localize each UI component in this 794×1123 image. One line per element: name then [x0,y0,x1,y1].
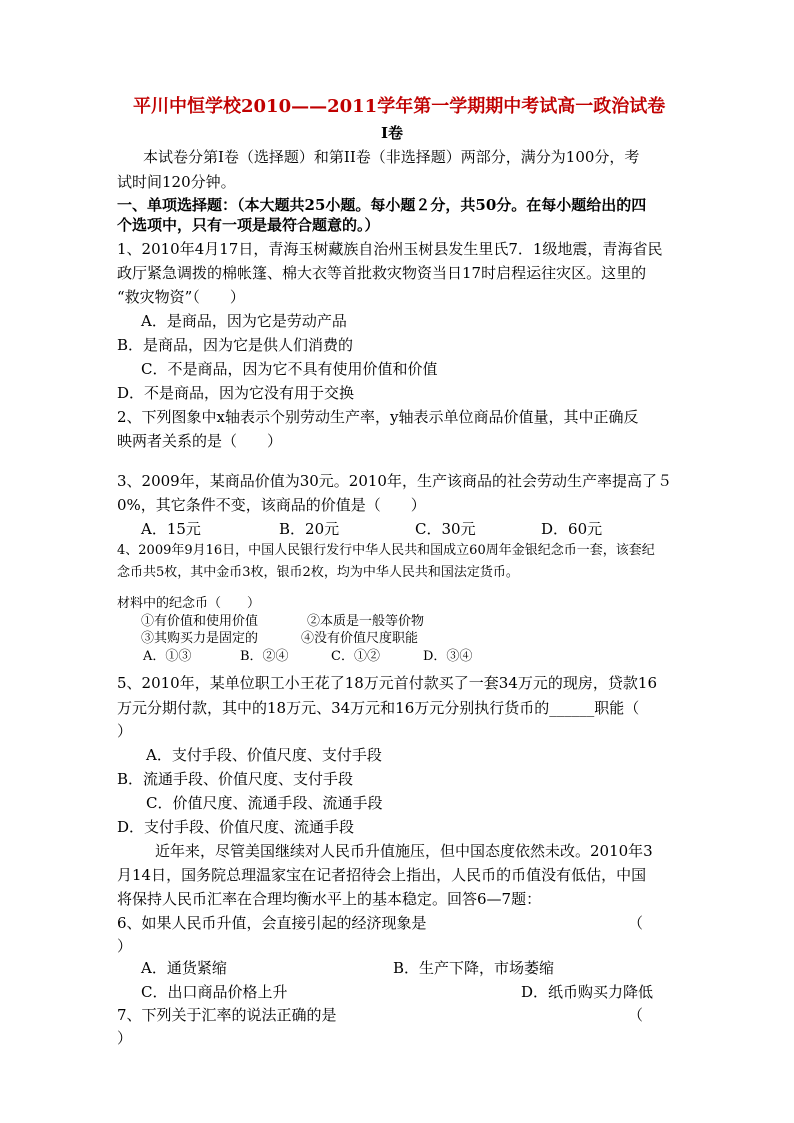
q1-stem-2: 政厅紧急调拨的棉帐篷、棉大衣等首批救灾物资当日17时启程运往灾区。这里的 [117,264,647,282]
q6-option-b: B．生产下降，市场萎缩 [393,959,555,977]
q7-paren-close: ） [117,1029,133,1047]
q6-paren-close: ） [117,937,133,955]
q3-stem-1: 3、2009年，某商品价值为30元。2010年，生产该商品的社会劳动生产率提高了５ [117,472,672,490]
q4-stem-3: 材料中的纪念币（ ） [117,596,261,611]
q4-choice-c: C．①② [331,649,380,664]
material-line-3: 将保持人民币汇率在合理均衡水平上的基本稳定。回答6—7题： [117,890,542,908]
q4-option-2: ②本质是一般等价物 [307,614,425,629]
q1-option-b: B．是商品，因为它是供人们消费的 [117,336,354,354]
q3-option-a: A．15元 [141,520,201,538]
q6-paren-open: （ [628,914,644,932]
q4-choice-d: D．③④ [423,649,473,664]
q4-stem-2: 念币共5枚，其中金币3枚，银币2枚，均为中华人民共和国法定货币。 [117,565,519,580]
q7-paren-open: （ [628,1006,644,1024]
q6-option-d: D．纸币购买力降低 [521,983,654,1001]
q6-stem: 6、如果人民币升值，会直接引起的经济现象是 [117,914,427,932]
part1-heading: 一、单项选择题：（本大题共25小题。每小题２分，共50分。在每小题给出的四 [117,196,647,214]
section-label: I卷 [381,124,404,142]
q1-stem-3: “救灾物资”（ ） [117,288,245,306]
material-line-1: 近年来，尽管美国继续对人民币升值施压，但中国态度依然未改。2010年3 [155,842,653,860]
q1-stem-1: 1、2010年4月17日，青海玉树藏族自治州玉树县发生里氏7．1级地震，青海省民 [117,240,663,258]
material-line-2: 月14日，国务院总理温家宝在记者招待会上指出，人民币的币值没有低估，中国 [117,866,647,884]
q5-stem-2: 万元分期付款，其中的18万元、34万元和16万元分别执行货币的______职能（ [117,699,640,717]
q4-choice-a: A．①③ [143,649,192,664]
q5-stem-1: 5、2010年，某单位职工小王花了18万元首付款买了一套34万元的现房，贷款16 [117,674,657,692]
q4-choice-b: B．②④ [240,649,289,664]
q1-option-a: A．是商品，因为它是劳动产品 [141,312,347,330]
q3-option-d: D．60元 [541,520,603,538]
q5-option-d: D．支付手段、价值尺度、流通手段 [117,818,355,836]
q3-stem-2: 0%，其它条件不变，该商品的价值是（ ） [117,496,426,514]
q7-stem: 7、下列关于汇率的说法正确的是 [117,1006,337,1024]
intro-line-1: 本试卷分第I卷（选择题）和第II卷（非选择题）两部分，满分为100分，考 [143,148,640,166]
q2-stem-2: 映两者关系的是（ ） [117,432,283,450]
q2-stem-1: 2、下列图象中x轴表示个别劳动生产率，y轴表示单位商品价值量，其中正确反 [117,408,639,426]
q5-option-a: A．支付手段、价值尺度、支付手段 [146,746,382,764]
q3-option-b: B．20元 [279,520,340,538]
q4-stem-1: 4、2009年9月16日，中国人民银行发行中华人民共和国成立60周年金银纪念币一套，该套纪 [117,543,655,558]
q4-option-1: ①有价值和使用价值 [141,614,259,629]
page-title: 平川中恒学校2010——2011学年第一学期期中考试高一政治试卷 [133,96,666,117]
q1-option-d: D．不是商品，因为它没有用于交换 [117,384,355,402]
intro-line-2: 试时间120分钟。 [117,173,236,191]
q3-option-c: C．30元 [415,520,476,538]
part1-heading-cont: 个选项中，只有一项是最符合题意的。） [117,216,380,234]
q5-option-b: B．流通手段、价值尺度、支付手段 [117,770,354,788]
q5-option-c: C．价值尺度、流通手段、流通手段 [146,794,383,812]
q6-option-a: A．通货紧缩 [141,959,227,977]
q4-option-3: ③其购买力是固定的 [141,631,259,646]
q4-option-4: ④没有价值尺度职能 [301,631,419,646]
q5-stem-3: ） [117,722,133,740]
q6-option-c: C．出口商品价格上升 [141,983,288,1001]
q1-option-c: C．不是商品，因为它不具有使用价值和价值 [141,360,438,378]
